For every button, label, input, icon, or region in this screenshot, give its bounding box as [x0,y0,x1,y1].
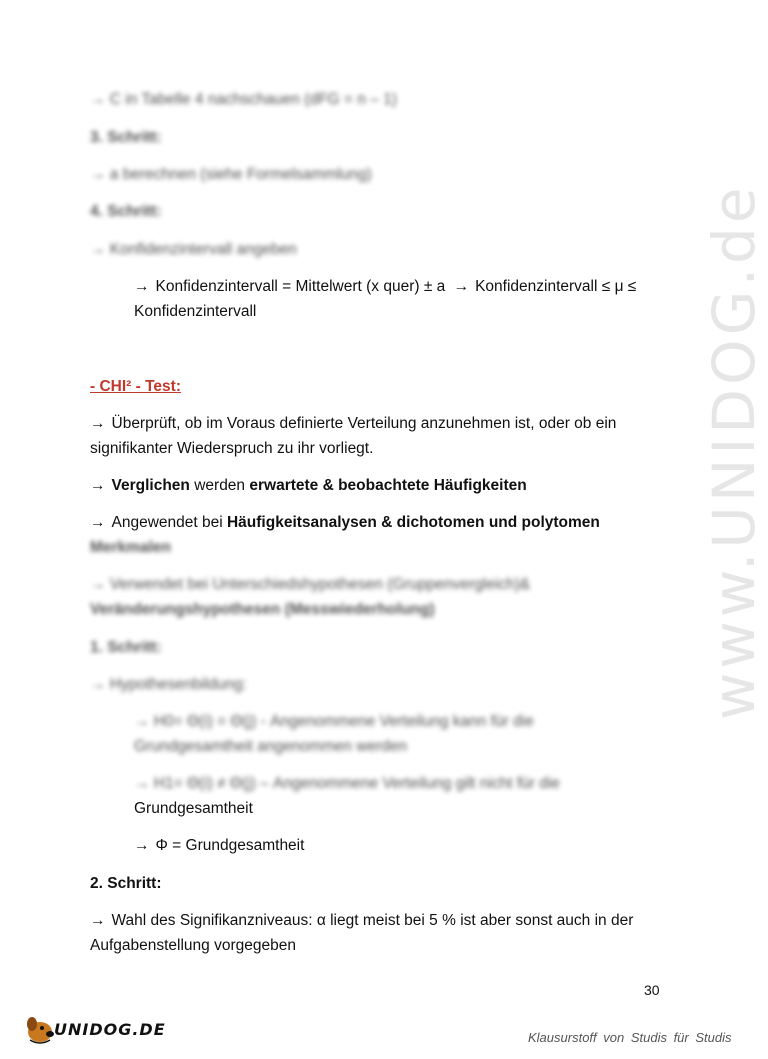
blurred-line-8: Veränderungshypothesen (Messwiederholung) [90,601,435,618]
grundgesamtheit-line: Grundgesamtheit [134,800,253,817]
blurred-line-9: 1. Schritt: [90,639,162,656]
logo-text: UNIDOG.DE [54,1020,166,1039]
blurred-line-4: 4. Schritt: [90,203,162,220]
blurred-line-1: → C in Tabelle 4 nachschauen (dFG = n – 1) [90,91,397,108]
watermark: www.UNIDOG.de [700,183,768,720]
paragraph-3: → Angewendet bei Häufigkeitsanalysen & dichotomen und polytomen [90,514,600,531]
paragraph-2: → Verglichen werden erwartete & beobachtete Häufigkeiten [90,477,527,494]
arrow-icon: → [134,278,150,295]
paragraph-4-line-1: → Wahl des Signifikanzniveaus: α liegt meist bei 5 % ist aber sonst auch in der [90,912,634,929]
arrow-icon: → [90,477,106,494]
paragraph-1-line-1: → Überprüft, ob im Voraus definierte Verteilung anzunehmen ist, oder ob ein [90,415,617,432]
blurred-line-10: → Hypothesenbildung: [90,676,247,693]
paragraph-4-line-2: Aufgabenstellung vorgegeben [90,937,296,954]
blurred-line-7: → Verwendet bei Unterschiedshypothesen (Gruppenvergleich)& [90,576,531,593]
blurred-line-11: → H0= Θ(i) = Θ(j) - Angenommene Verteilung kann für die [134,713,534,730]
blurred-line-13: → H1= Θ(i) ≠ Θ(j) – Angenommene Verteilung gilt nicht für die [134,775,560,792]
arrow-icon: → [453,278,470,295]
confidence-line-2: Konfidenzintervall [134,303,257,320]
blurred-line-3: → a berechnen (siehe Formelsammlung) [90,166,372,183]
paragraph-1-line-2: signifikanter Wiederspruch zu ihr vorliegt. [90,440,374,457]
confidence-line-1: → Konfidenzintervall = Mittelwert (x quer) ± a → Konfidenzintervall ≤ μ ≤ [134,278,637,295]
footer-slogan: Klausurstoff von Studis für Studis [528,1030,732,1045]
arrow-icon: → [90,912,106,929]
blurred-line-5: → Konfidenzintervall angeben [90,241,297,258]
phi-line: → Φ = Grundgesamtheit [134,837,305,854]
arrow-icon: → [90,514,106,531]
blurred-line-12: Grundgesamtheit angenommen werden [134,738,408,755]
arrow-icon: → [90,415,106,432]
step-2-heading: 2. Schritt: [90,875,162,892]
blurred-line-2: 3. Schritt: [90,129,162,146]
dog-logo-icon [22,1010,58,1046]
arrow-icon: → [134,837,150,854]
blurred-line-6: Merkmalen [90,539,171,556]
page-number: 30 [644,982,660,998]
section-heading: - CHI² - Test: [90,378,181,395]
